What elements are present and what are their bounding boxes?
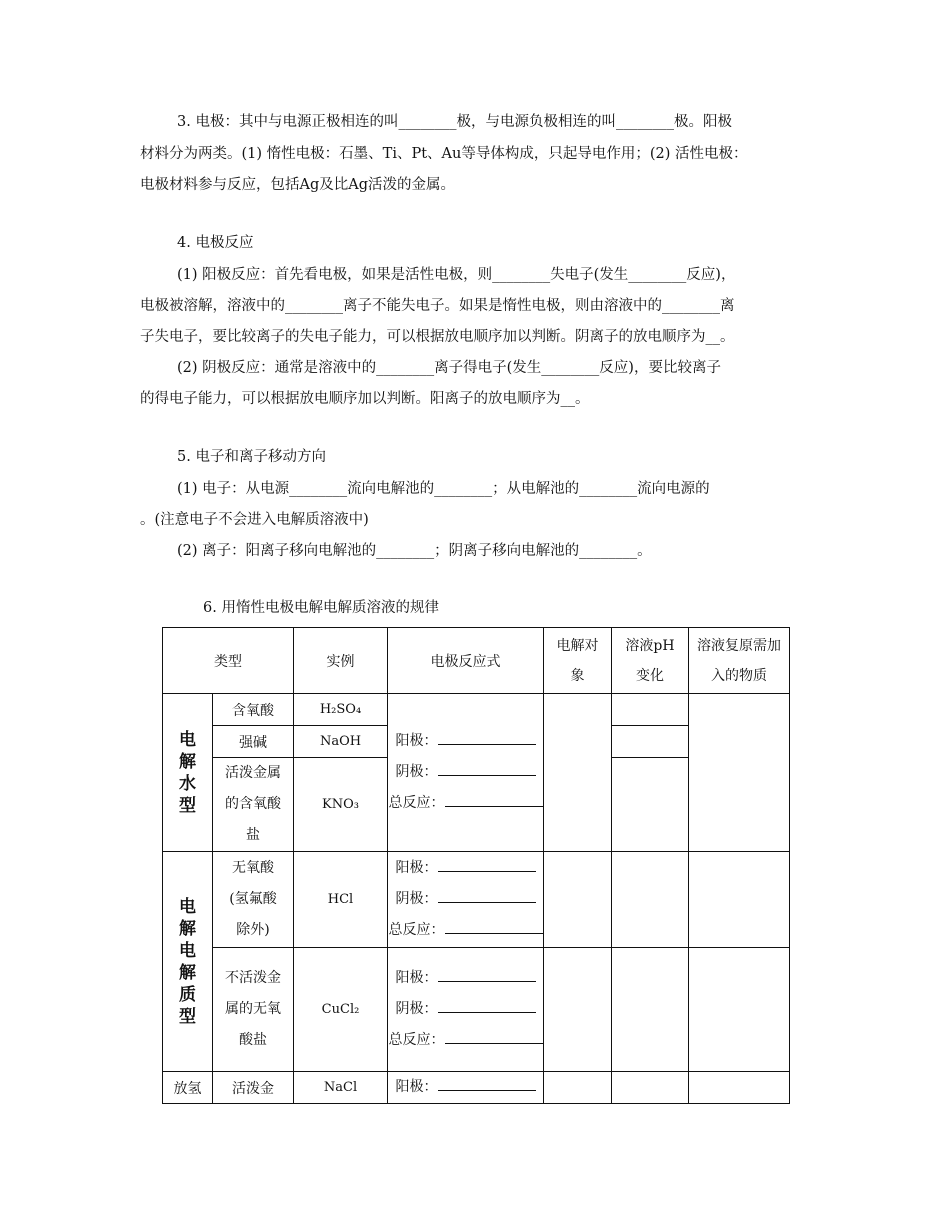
table-row xyxy=(163,948,790,1072)
row4-total-blank[interactable] xyxy=(445,921,543,934)
group-hydrogen: 放氢 xyxy=(163,1072,213,1104)
header-restore: 溶液复原需加入的物质 xyxy=(689,628,790,694)
water-restore-cell[interactable] xyxy=(689,694,790,852)
header-equation: 电极反应式 xyxy=(388,628,544,694)
section6-title: 6. 用惰性电极电解电解质溶液的规律 xyxy=(203,600,439,616)
water-cathode-blank[interactable] xyxy=(438,763,536,776)
row3-ph-cell[interactable] xyxy=(612,758,689,852)
water-anode-blank[interactable] xyxy=(438,732,536,745)
row2-ph-cell[interactable] xyxy=(612,726,689,758)
row6-object-cell[interactable] xyxy=(544,1072,612,1104)
water-equations xyxy=(388,694,544,852)
section4-title: 4. 电极反应 xyxy=(177,235,254,251)
row4-anode-label: 阳极： xyxy=(395,860,438,876)
header-ph: 溶液pH变化 xyxy=(612,628,689,694)
section5-p1-line1: (1) 电子：从电源________流向电解池的________；从电解池的________流向电源的 xyxy=(177,481,710,497)
row1-example: H₂SO₄ xyxy=(294,694,388,726)
water-cathode-label: 阴极： xyxy=(395,764,438,780)
row3-example: KNO₃ xyxy=(294,758,388,852)
row2-example: NaOH xyxy=(294,726,388,758)
row5-object-cell[interactable] xyxy=(544,948,612,1072)
row6-equations xyxy=(388,1072,544,1104)
header-object: 电解对象 xyxy=(544,628,612,694)
row5-example: CuCl₂ xyxy=(294,948,388,1072)
water-anode-label: 阳极： xyxy=(395,733,438,749)
row5-anode-label: 阳极： xyxy=(395,970,438,986)
header-example: 实例 xyxy=(294,628,388,694)
row5-restore-cell[interactable] xyxy=(689,948,790,1072)
row4-ph-cell[interactable] xyxy=(612,852,689,948)
group-water xyxy=(163,694,213,852)
header-type: 类型 xyxy=(163,628,294,694)
row5-total-label: 总反应： xyxy=(388,1032,445,1048)
section3-line3: 电极材料参与反应，包括Ag及比Ag活泼的金属。 xyxy=(140,177,456,193)
row4-restore-cell[interactable] xyxy=(689,852,790,948)
section4-p1-line1: (1) 阳极反应：首先看电极，如果是活性电极，则________失电子(发生________反应)， xyxy=(177,267,736,283)
row5-sub: 不活泼金属的无氧酸盐 xyxy=(213,948,294,1072)
water-total-blank[interactable] xyxy=(445,794,543,807)
row4-object-cell[interactable] xyxy=(544,852,612,948)
row5-total-blank[interactable] xyxy=(445,1031,543,1044)
electrolysis-rules-table xyxy=(162,627,790,1104)
water-total-label: 总反应： xyxy=(388,795,445,811)
row4-anode-blank[interactable] xyxy=(438,859,536,872)
row5-cathode-label: 阴极： xyxy=(395,1001,438,1017)
section5-title: 5. 电子和离子移动方向 xyxy=(177,449,326,465)
section3-line1: 3. 电极：其中与电源正极相连的叫________极，与电源负极相连的叫________极。阳极 xyxy=(177,114,732,130)
water-object-cell[interactable] xyxy=(544,694,612,852)
row6-anode-blank[interactable] xyxy=(438,1078,536,1091)
row1-ph-cell[interactable] xyxy=(612,694,689,726)
section5-p2-line1: (2) 离子：阳离子移向电解池的________；阴离子移向电解池的________。 xyxy=(177,543,652,559)
section4-p1-line2: 电极被溶解，溶液中的________离子不能失电子。如果是惰性电极，则由溶液中的________离 xyxy=(140,298,735,314)
row5-cathode-blank[interactable] xyxy=(438,1000,536,1013)
section3-line2: 材料分为两类。(1) 惰性电极：石墨、Ti、Pt、Au等导体构成，只起导电作用；(2) 活性电极： xyxy=(140,146,748,162)
row4-total-label: 总反应： xyxy=(388,922,445,938)
row5-anode-blank[interactable] xyxy=(438,969,536,982)
group-electrolyte-label: 电解电解质型 xyxy=(179,896,196,1027)
row6-example: NaCl xyxy=(294,1072,388,1104)
row2-sub: 强碱 xyxy=(213,726,294,758)
row4-cathode-label: 阴极： xyxy=(395,891,438,907)
row6-anode-label: 阳极： xyxy=(395,1079,438,1095)
group-water-label: 电解水型 xyxy=(179,729,196,816)
row5-equations xyxy=(388,948,544,1072)
row6-restore-cell[interactable] xyxy=(689,1072,790,1104)
row1-sub: 含氧酸 xyxy=(213,694,294,726)
table-header-row xyxy=(163,628,790,694)
row5-ph-cell[interactable] xyxy=(612,948,689,1072)
section4-p1-line3: 子失电子，要比较离子的失电子能力，可以根据放电顺序加以判断。阴离子的放电顺序为__。 xyxy=(140,329,735,345)
table-row xyxy=(163,852,790,948)
row3-sub: 活泼金属的含氧酸盐 xyxy=(213,758,294,852)
row4-cathode-blank[interactable] xyxy=(438,890,536,903)
section4-p2-line1: (2) 阴极反应：通常是溶液中的________离子得电子(发生________反应)，要比较离子 xyxy=(177,360,721,376)
row4-example: HCl xyxy=(294,852,388,948)
row4-sub: 无氧酸(氢氟酸除外) xyxy=(213,852,294,948)
table-row xyxy=(163,1072,790,1104)
table-row xyxy=(163,694,790,726)
row6-sub: 活泼金 xyxy=(213,1072,294,1104)
section4-p2-line2: 的得电子能力，可以根据放电顺序加以判断。阳离子的放电顺序为__。 xyxy=(140,391,590,407)
section5-p1-line2: 。(注意电子不会进入电解质溶液中) xyxy=(140,512,369,528)
row4-equations xyxy=(388,852,544,948)
row6-ph-cell[interactable] xyxy=(612,1072,689,1104)
group-electrolyte xyxy=(163,852,213,1072)
